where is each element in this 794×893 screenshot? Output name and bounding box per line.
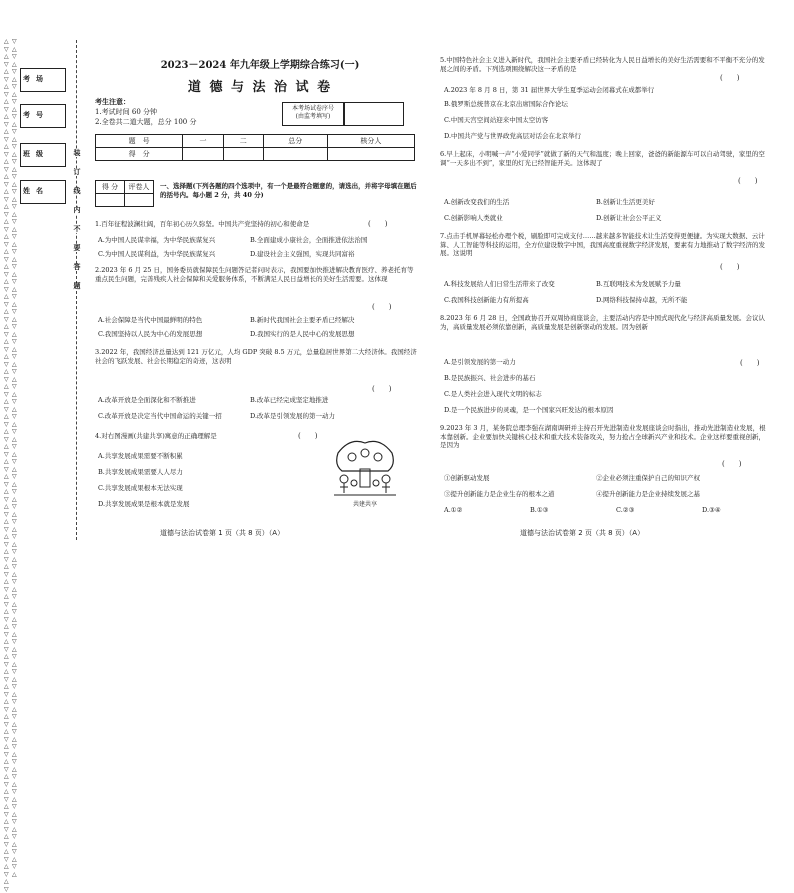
question-7-bracket[interactable]: ( ) [720, 263, 740, 271]
section-score-cell[interactable] [96, 194, 125, 207]
binding-strip [0, 0, 86, 893]
question-6-bracket[interactable]: ( ) [738, 177, 758, 185]
question-7-option-c: C.我国科技创新能力有所提高 [444, 296, 529, 304]
question-9-option-a: A.①② [444, 506, 463, 514]
score-header-cell: 总分 [263, 135, 327, 148]
score-table-row [96, 148, 415, 161]
question-5-option-a: A.2023 年 8 月 8 日，第 31 届世界大学生夏季运动会闭幕式在成都举行 [444, 86, 655, 94]
question-3-stem: 3.2022 年，我国经济总量达到 121 万亿元，人均 GDP 突破 8.5 万元，总量稳居世界第二大经济体。我国经济社会的飞跃发展、社会长期稳定的奇迹，这表明 [95, 348, 417, 365]
question-1-bracket[interactable]: ( ) [368, 220, 388, 228]
cartoon-drawing [330, 435, 400, 497]
question-9-stem: 9.2023 年 3 月，某务院总理李强在湖南调研并主持召开先进制造业发展座谈会时指出，推动先进制造业发展，根本靠创新。企业要加快关键核心技术和重大技术装备攻关，努力抢占全球新兴产业和技术。企业这样要重视创新，是因为 [440, 424, 766, 450]
question-4-bracket[interactable]: ( ) [298, 432, 318, 440]
question-7-option-d: D.网络科技保持卓越，无所不能 [596, 296, 688, 304]
question-5-option-c: C.中国天宫空间站迎来中国太空访客 [444, 116, 549, 124]
question-4-option-b: B.共享发展成果需要人人尽力 [98, 468, 183, 476]
question-1-stem: 1.百年征程波澜壮阔，百年初心历久弥坚。中国共产党坚持的初心和使命是 [95, 220, 310, 228]
question-9-statement-3: ③提升创新能力是企业生存的根本之道 [444, 490, 555, 498]
question-2-bracket[interactable]: ( ) [372, 303, 392, 311]
exam-title: 2023－2024 年九年级上学期综合练习(一) [160, 60, 360, 71]
field-class[interactable]: 班级 [20, 143, 66, 167]
question-8-option-b: B.是民族振兴、社会进步的基石 [444, 374, 536, 382]
question-3-option-d: D.改革是引领发展的第一动力 [250, 412, 336, 420]
question-9-bracket[interactable]: ( ) [722, 460, 742, 468]
score-table-header-row [96, 135, 415, 148]
score-row-label: 得 分 [96, 148, 183, 161]
question-6-option-d: D.创新让社会公平正义 [596, 214, 662, 222]
question-4-option-a: A.共享发展成果需要不断积累 [98, 452, 183, 460]
question-5-bracket[interactable]: ( ) [720, 74, 740, 82]
field-exam-room[interactable]: 考场 [20, 68, 66, 92]
question-5-stem: 5.中国特色社会主义进入新时代，我国社会主要矛盾已经转化为人民日益增长的美好生活需要和不平衡不充分的发展之间的矛盾。下列选项围绕解决这一矛盾的是 [440, 56, 765, 73]
section-score-label: 得 分 [96, 181, 125, 194]
notice-1: 1.考试时间 60 分钟 [95, 108, 158, 116]
score-header-cell: 题 号 [96, 135, 183, 148]
question-3-option-c: C.改革开放是决定当代中国命运的关键一招 [98, 412, 222, 420]
question-7-option-b: B.互联网技术为发展赋予力量 [596, 280, 681, 288]
question-2-option-d: D.我国实行的是人民中心的发展思想 [250, 330, 355, 338]
question-7-option-a: A.科技发展给人们日常生活带来了改变 [444, 280, 555, 288]
question-6-option-c: C.创新影响人类就业 [444, 214, 503, 222]
score-cell[interactable] [223, 148, 263, 161]
question-5-option-d: D.中国共产党与世界政党高层对话会在北京举行 [444, 132, 582, 140]
question-1-option-d: D.建设社会主义强国，实现共同富裕 [250, 250, 355, 258]
question-3-bracket[interactable]: ( ) [372, 385, 392, 393]
question-6-option-a: A.创新改变我们的生活 [444, 198, 510, 206]
question-3-option-b: B.改革已经完成坚定地推进 [250, 396, 329, 404]
question-9-option-c: C.②③ [616, 506, 635, 514]
score-header-cell: 核分人 [327, 135, 414, 148]
question-4-stem: 4.对右图漫画(共建共享)寓意的正确理解是 [95, 432, 217, 440]
triangle-pattern: ▽△▽△▽△▽△▽△▽△▽△▽△▽△▽△▽△▽△▽△▽△▽△▽△▽△▽△▽△▽△▽△▽△▽△▽△▽△▽△▽△▽△▽△▽△▽△▽△▽△▽△▽△▽△▽△▽△▽△▽△▽△▽△▽△▽△▽△▽△▽△▽△▽△▽△▽△▽△▽△▽△▽△▽△ [12, 38, 17, 878]
question-8-stem: 8.2023 年 6 月 28 日，全国政协召开双周协商座谈会，主要活动内容是中国式现代化与经济高质量发展。会议认为，高质量发展必须依靠创新，高质量发展是创新驱动的发展。因为创新 [440, 314, 765, 331]
question-9-statement-4: ④提升创新能力是企业持续发展之基 [596, 490, 700, 498]
cartoon-image [330, 435, 400, 508]
notice-title: 考生注意： [95, 98, 130, 106]
seat-number-label-box: 本考场试卷序号 (由监考填写) [282, 102, 344, 126]
score-cell[interactable] [183, 148, 223, 161]
field-name[interactable]: 姓名 [20, 180, 66, 204]
score-cell[interactable] [327, 148, 414, 161]
notice-2: 2.全卷共二道大题，总分 100 分 [95, 118, 197, 126]
footer-left: 道德与法治试卷第 1 页（共 8 页）（A） [160, 529, 285, 537]
question-9-statement-1: ①创新驱动发展 [444, 474, 490, 482]
question-2-option-c: C.我国坚持以人民为中心的发展思想 [98, 330, 203, 338]
question-2-option-b: B.新时代我国社会主要矛盾已经解决 [250, 316, 355, 324]
score-cell[interactable] [263, 148, 327, 161]
score-header-cell: 二 [223, 135, 263, 148]
footer-right: 道德与法治试卷第 2 页（共 8 页）（A） [520, 529, 645, 537]
question-8-option-c: C.是人类社会进入现代文明的标志 [444, 390, 542, 398]
section-grader-cell[interactable] [125, 194, 154, 207]
question-2-stem: 2.2023 年 6 月 25 日，国务委员就保障民生问题答记者问时表示，我国要加快推进解决教育医疗、养老托育等重点民生问题，完善残疾人社会保障和关爱服务体系，不断满足人民日益增长的美好生活需要。这体现 [95, 266, 414, 283]
question-4-option-c: C.共享发展成果根本无法实现 [98, 484, 183, 492]
triangle-pattern: △▽△▽△▽△▽△▽△▽△▽△▽△▽△▽△▽△▽△▽△▽△▽△▽△▽△▽△▽△▽△▽△▽△▽△▽△▽△▽△▽△▽△▽△▽△▽△▽△▽△▽△▽△▽△▽△▽△▽△▽△▽△▽△▽△▽△▽△▽△▽△▽△▽△▽△▽△▽△▽△▽△▽△▽△▽ [4, 38, 9, 893]
question-5-option-b: B.俄罗斯总统普京在北京出席国际合作论坛 [444, 100, 568, 108]
question-1-option-b: B.全面建成小康社会，全面推进依法治国 [250, 236, 368, 244]
section-score-table [95, 180, 154, 207]
question-6-option-b: B.创新让生活更美好 [596, 198, 655, 206]
section-instruction: 一、选择题(下列各题的四个选项中，有一个是最符合题意的，请选出，并将字母填在题后的括号内。每小题 2 分，共 40 分) [160, 182, 417, 199]
question-7-stem: 7.点击手机屏幕轻松办理个税，刷脸即可完成支付……越来越多智能技术让生活变得更便捷。为实现大数据、云计算、人工智能等科技的运用，全方位建设数字中国，我国高度重视数字经济发展，要素有力地推动了数字经济的发展。这说明 [440, 232, 765, 258]
question-9-option-d: D.③④ [702, 506, 721, 514]
question-6-stem: 6.早上起床，小明喊一声“小爱同学”就做了新的天气和温度；晚上回家，爸爸的新能源车可以自动驾驶，家里的空调“一天多出不到”，家里的灯光已经智能开关。这体现了 [440, 150, 765, 167]
cartoon-caption: 共建共享 [352, 501, 377, 508]
question-1-option-c: C.为中国人民谋利益，为中华民族谋复兴 [98, 250, 216, 258]
field-exam-number[interactable]: 考号 [20, 104, 66, 128]
question-9-option-b: B.①③ [530, 506, 549, 514]
seat-number-box[interactable] [344, 102, 404, 126]
question-4-option-d: D.共享发展成果是根本就是发展 [98, 500, 190, 508]
question-2-option-a: A.社会保障是当代中国最鲜明的特色 [98, 316, 203, 324]
question-1-option-a: A.为中国人民谋幸福，为中华民族谋复兴 [98, 236, 216, 244]
question-8-bracket[interactable]: ( ) [740, 359, 760, 367]
subject-title: 道 德 与 法 治 试 卷 [187, 80, 333, 95]
question-8-option-d: D.是一个民族进步的灵魂，是一个国家兴旺发达的根本原因 [444, 406, 614, 414]
question-9-statement-2: ②企业必须注重保护自己的知识产权 [596, 474, 700, 482]
score-header-cell: 一 [183, 135, 223, 148]
section-grader-label: 评卷人 [125, 181, 154, 194]
score-table [95, 134, 415, 161]
binding-warning: 装 订 线 内 不 要 答 题 [73, 149, 81, 290]
question-3-option-a: A.改革开放是全面深化和不断推进 [98, 396, 196, 404]
question-8-option-a: A.是引领发展的第一动力 [444, 358, 516, 366]
